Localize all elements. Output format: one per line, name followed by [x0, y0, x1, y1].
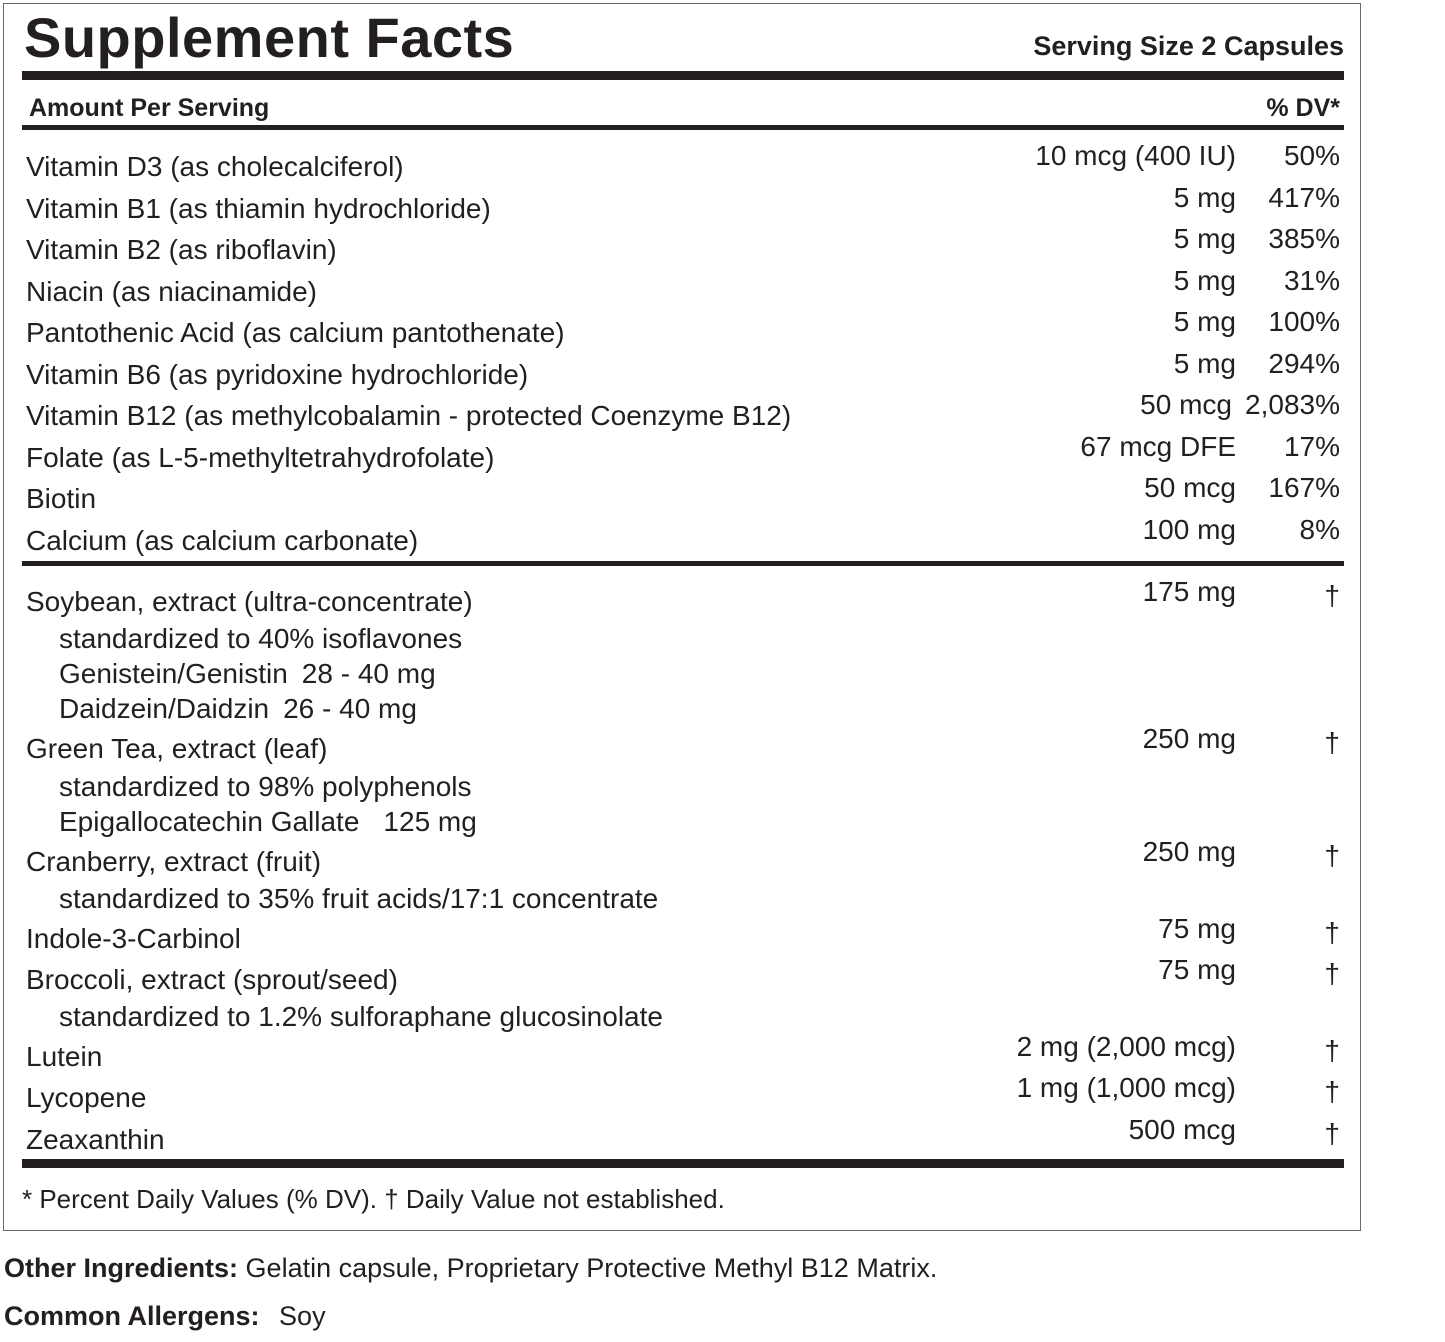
- nutrient-row: [4, 472, 1360, 515]
- ingredient-name: Lutein: [26, 1041, 103, 1072]
- ingredient-sub-compound: [59, 691, 417, 727]
- nutrient-name: Niacin (as niacinamide): [26, 276, 318, 307]
- ingredient-name: Broccoli, extract (sprout/seed): [26, 964, 398, 995]
- nutrient-name: Pantothenic Acid (as calcium pantothenate): [26, 317, 565, 348]
- nutrient-name: Folate (as L-5-methyltetrahydrofolate): [26, 442, 495, 473]
- nutrient-dv: 17%: [1283, 431, 1340, 462]
- nutrient-row: [4, 223, 1360, 266]
- ingredient-row-cranberry: [4, 836, 1360, 880]
- nutrient-dv: 385%: [1268, 223, 1340, 254]
- sub-compound-label: Daidzein/Daidzin: [59, 693, 270, 724]
- nutrient-amount: 5 mg: [1173, 265, 1236, 296]
- nutrient-row: [4, 514, 1360, 557]
- ingredient-amount: 75 mg: [1158, 954, 1236, 985]
- nutrient-amount: 100 mg: [1142, 514, 1236, 545]
- ingredient-dv: †: [1324, 840, 1340, 871]
- serving-size: Serving Size 2 Capsules: [1033, 31, 1344, 61]
- ingredient-dv: †: [1324, 1035, 1340, 1066]
- nutrient-amount: 5 mg: [1173, 348, 1236, 379]
- ingredient-amount: 75 mg: [1158, 913, 1236, 944]
- nutrient-name: Calcium (as calcium carbonate): [26, 525, 419, 556]
- supplement-facts-panel: [3, 3, 1361, 1231]
- ingredient-dv: †: [1324, 1076, 1340, 1107]
- ingredient-amount: 250 mg: [1142, 723, 1236, 754]
- ingredient-row-soybean: [4, 576, 1360, 620]
- nutrient-row: [4, 348, 1360, 391]
- ingredient-name: Cranberry, extract (fruit): [26, 846, 322, 877]
- nutrient-name: Vitamin B1 (as thiamin hydrochloride): [26, 193, 491, 224]
- nutrient-amount: 5 mg: [1173, 182, 1236, 213]
- ingredient-sub-compound: [59, 656, 436, 692]
- nutrient-row: [4, 140, 1360, 183]
- sub-compound-value: 28 - 40 mg: [301, 658, 436, 689]
- sub-compound-value: 26 - 40 mg: [283, 693, 417, 724]
- ingredient-name: Green Tea, extract (leaf): [26, 733, 328, 764]
- nutrient-name: Vitamin D3 (as cholecalciferol): [26, 151, 404, 182]
- nutrient-dv: 167%: [1268, 472, 1340, 503]
- ingredient-dv: †: [1324, 727, 1340, 758]
- nutrient-dv: 417%: [1268, 182, 1340, 213]
- other-ingredients-label: Other Ingredients:: [4, 1253, 239, 1283]
- sub-compound-label: Genistein/Genistin: [59, 658, 288, 689]
- dv-header: % DV*: [1266, 94, 1340, 122]
- ingredient-amount: 2 mg (2,000 mcg): [1016, 1031, 1236, 1062]
- ingredient-name: Soybean, extract (ultra-concentrate): [26, 586, 473, 617]
- ingredient-row-zeaxanthin: [4, 1114, 1360, 1158]
- ingredient-name: Indole-3-Carbinol: [26, 923, 241, 954]
- ingredient-dv: †: [1324, 580, 1340, 611]
- nutrient-amount: 5 mg: [1173, 306, 1236, 337]
- sub-compound-label: Epigallocatechin Gallate: [59, 806, 360, 837]
- nutrient-dv: 8%: [1299, 514, 1340, 545]
- nutrient-name: Vitamin B6 (as pyridoxine hydrochloride): [26, 359, 529, 390]
- nutrient-name: Biotin: [26, 483, 97, 514]
- ingredient-row-indole: [4, 913, 1360, 957]
- divider-thick-top: [22, 71, 1344, 80]
- nutrient-dv: 50%: [1283, 140, 1340, 171]
- ingredient-amount: 500 mcg: [1128, 1114, 1236, 1145]
- nutrient-amount: 50 mcg: [1144, 472, 1236, 503]
- amount-per-serving-header: Amount Per Serving: [29, 94, 270, 122]
- nutrient-row: [4, 182, 1360, 225]
- dv-footnote: * Percent Daily Values (% DV). † Daily Value not established.: [22, 1184, 725, 1214]
- nutrient-name: Vitamin B2 (as riboflavin): [26, 234, 337, 265]
- ingredient-row-lycopene: [4, 1072, 1360, 1116]
- nutrient-name: Vitamin B12 (as methylcobalamin - protected Coenzyme B12): [26, 400, 792, 431]
- nutrient-dv: 31%: [1283, 265, 1340, 296]
- ingredient-sub-compound: [59, 804, 477, 840]
- ingredient-row-green-tea: [4, 723, 1360, 767]
- ingredient-dv: †: [1324, 917, 1340, 948]
- ingredient-dv: †: [1324, 958, 1340, 989]
- allergens-text: Soy: [279, 1301, 326, 1331]
- other-ingredients-text: Gelatin capsule, Proprietary Protective Methyl B12 Matrix.: [245, 1253, 938, 1283]
- allergens-label: Common Allergens:: [4, 1301, 260, 1331]
- nutrient-amount: 67 mcg DFE: [1080, 431, 1236, 462]
- divider-header: [22, 125, 1344, 130]
- nutrient-amount: 5 mg: [1173, 223, 1236, 254]
- common-allergens: [4, 1298, 326, 1334]
- ingredient-name: Zeaxanthin: [26, 1124, 165, 1155]
- nutrient-row: [4, 265, 1360, 308]
- other-ingredients: [4, 1250, 937, 1286]
- nutrient-amount: 10 mcg (400 IU): [1035, 140, 1236, 171]
- ingredient-standardization: standardized to 1.2% sulforaphane glucosinolate: [59, 1001, 663, 1032]
- nutrient-dv: 100%: [1268, 306, 1340, 337]
- sub-compound-value: 125 mg: [383, 806, 477, 837]
- ingredient-standardization: standardized to 40% isoflavones: [59, 623, 463, 654]
- nutrient-row: [4, 389, 1360, 432]
- nutrient-row: [4, 306, 1360, 349]
- ingredient-name: Lycopene: [26, 1082, 147, 1113]
- ingredient-row-broccoli: [4, 954, 1360, 998]
- divider-thick-bottom: [22, 1159, 1344, 1168]
- ingredient-amount: 1 mg (1,000 mcg): [1016, 1072, 1236, 1103]
- ingredient-standardization: standardized to 35% fruit acids/17:1 concentrate: [59, 883, 659, 914]
- nutrient-amount: 50 mcg: [1140, 389, 1232, 420]
- divider-section: [22, 561, 1344, 566]
- nutrient-dv: 2,083%: [1245, 389, 1340, 420]
- ingredient-amount: 175 mg: [1142, 576, 1236, 607]
- ingredient-standardization: standardized to 98% polyphenols: [59, 771, 472, 802]
- panel-title: Supplement Facts: [24, 6, 515, 69]
- ingredient-dv: †: [1324, 1118, 1340, 1149]
- nutrient-row: [4, 431, 1360, 474]
- ingredient-amount: 250 mg: [1142, 836, 1236, 867]
- nutrient-dv: 294%: [1268, 348, 1340, 379]
